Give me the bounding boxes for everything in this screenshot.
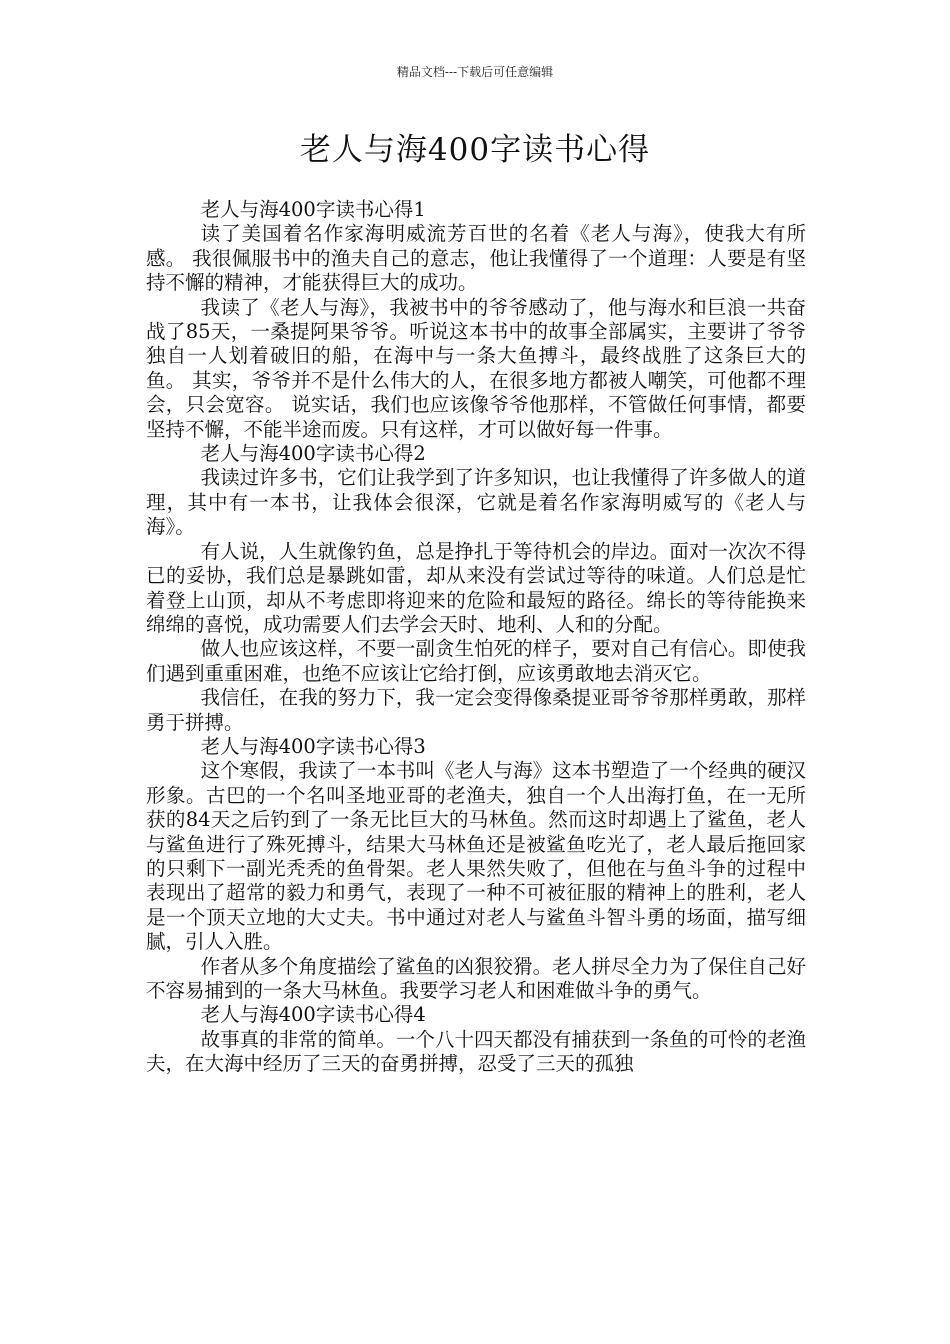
section-heading-3: 老人与海400字读书心得3 [200,734,426,758]
paragraph: 做人也应该这样，不要一副贪生怕死的样子，要对自己有信心。即使我们遇到重重困难，也绝不应该让它给打倒，应该勇敢地去消灭它。 [146,637,806,685]
page-header: 精品文档---下载后可任意编辑 [396,65,554,79]
document-title: 老人与海400字读书心得 [299,132,651,168]
section-heading-1: 老人与海400字读书心得1 [200,198,426,221]
paragraph: 作者从多个角度描绘了鲨鱼的凶狠狡猾。老人拼尽全力为了保住自己好不容易捕到的一条大马林鱼。我要学习老人和困难做斗争的勇气。 [146,954,806,1002]
paragraph: 我读过许多书，它们让我学到了许多知识，也让我懂得了许多做人的道理，其中有一本书，让我体会很深，它就是着名作家海明威写的《老人与海》。 [146,466,806,539]
paragraph: 读了美国着名作家海明威流芳百世的名着《老人与海》，使我大有所感。 我很佩服书中的渔夫自己的意志，他让我懂得了一个道理：人要是有坚持不懈的精神，才能获得巨大的成功。 [146,222,806,295]
document-body [146,198,806,1077]
paragraph: 故事真的非常的简单。一个八十四天都没有捕获到一条鱼的可怜的老渔夫，在大海中经历了三天的奋勇拼搏，忍受了三天的孤独 [146,1027,806,1076]
section-heading-4: 老人与海400字读书心得4 [200,1003,426,1027]
paragraph: 我读了《老人与海》，我被书中的爷爷感动了，他与海水和巨浪一共奋战了85天，一桑提阿果爷爷。听说这本书中的故事全部属实，主要讲了爷爷独自一人划着破旧的船，在海中与一条大鱼搏斗，最终战胜了这条巨大的鱼。 其实，爷爷并不是什么伟大的人，在很多地方都被人嘲笑，可他都不理会，只会宽容。 说实话，我们也应该像爷爷他那样，不管做任何事情，都要坚持不懈，不能半途而废。只有这样，才可以做好每一件事。 [146,295,806,441]
section-heading-2: 老人与海400字读书心得2 [200,442,426,466]
paragraph: 有人说，人生就像钓鱼，总是挣扎于等待机会的岸边。面对一次次不得已的妥协，我们总是暴跳如雷，却从来没有尝试过等待的味道。人们总是忙着登上山顶，却从不考虑即将迎来的危险和最短的路径。绵长的等待能换来绵绵的喜悦，成功需要人们去学会天时、地利、人和的分配。 [146,539,806,636]
paragraph: 这个寒假，我读了一本书叫《老人与海》这本书塑造了一个经典的硬汉形象。古巴的一个名叫圣地亚哥的老渔夫，独自一个人出海打鱼，在一无所获的84天之后钓到了一条无比巨大的马林鱼。然而这时却遇上了鲨鱼，老人与鲨鱼进行了殊死搏斗，结果大马林鱼还是被鲨鱼吃光了，老人最后拖回家的只剩下一副光秃秃的鱼骨架。老人果然失败了，但他在与鱼斗争的过程中表现出了超常的毅力和勇气，表现了一种不可被征服的精神上的胜利，老人是一个顶天立地的大丈夫。书中通过对老人与鲨鱼斗智斗勇的场面，描写细腻，引人入胜。 [146,759,806,954]
paragraph: 我信任，在我的努力下，我一定会变得像桑提亚哥爷爷那样勇敢，那样勇于拼搏。 [146,686,806,734]
